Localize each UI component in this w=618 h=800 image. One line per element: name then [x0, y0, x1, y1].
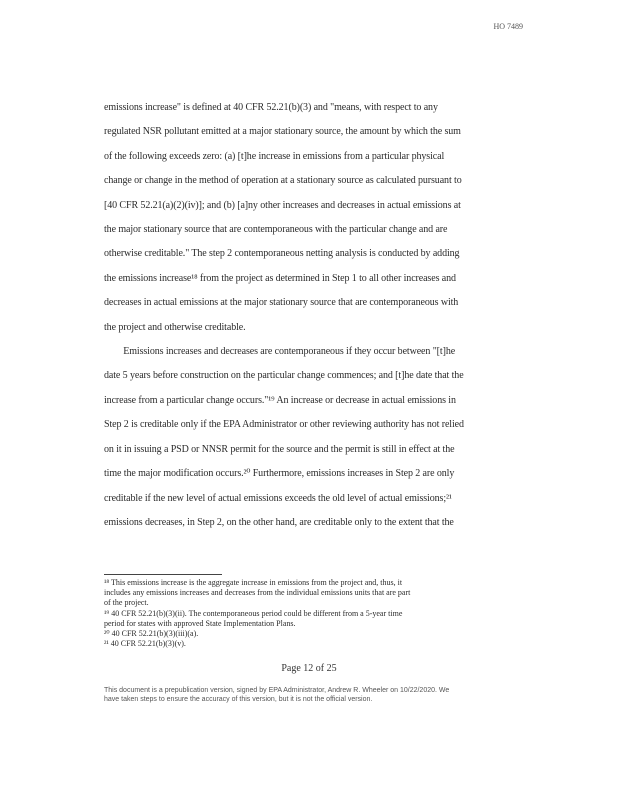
- body-line: time the major modification occurs.²⁰ Furthermore, emissions increases in Step 2 are only: [104, 468, 455, 480]
- footnote-line: ²⁰ 40 CFR 52.21(b)(3)(iii)(a).: [104, 629, 199, 639]
- document-id: HO 7489: [493, 22, 523, 31]
- footnote-line: ¹⁹ 40 CFR 52.21(b)(3)(ii). The contemporaneous period could be different from a 5-year time: [104, 608, 403, 618]
- body-line: the project and otherwise creditable.: [104, 321, 246, 333]
- body-line: [40 CFR 52.21(a)(2)(iv)]; and (b) [a]ny other increases and decreases in actual emissions at: [104, 199, 461, 211]
- body-line: the major stationary source that are contemporaneous with the particular change and are: [104, 224, 448, 236]
- body-line: regulated NSR pollutant emitted at a major stationary source, the amount by which the sum: [104, 126, 461, 138]
- body-line: of the following exceeds zero: (a) [t]he increase in emissions from a particular physical: [104, 150, 445, 162]
- footnote-line: ²¹ 40 CFR 52.21(b)(3)(v).: [104, 639, 186, 649]
- footnotes: [104, 578, 519, 649]
- body-line: otherwise creditable." The step 2 contemporaneous netting analysis is conducted by adding: [104, 248, 460, 260]
- disclaimer-line: have taken steps to ensure the accuracy of this version, but it is not the official version.: [104, 696, 373, 703]
- body-line: emissions decreases, in Step 2, on the other hand, are creditable only to the extent that the: [104, 516, 454, 528]
- body-line: on it in issuing a PSD or NNSR permit for the source and the permit is still in effect at the: [104, 443, 455, 455]
- body-text: [104, 96, 519, 535]
- footnote-line: includes any emissions increases and decreases from the individual emissions units that are part: [104, 588, 411, 598]
- footnote-line: of the project.: [104, 598, 149, 608]
- body-line: the emissions increase¹⁸ from the project as determined in Step 1 to all other increases and: [104, 272, 456, 284]
- disclaimer-line: This document is a prepublication version, signed by EPA Administrator, Andrew R. Wheeler on 10/22/2020. We: [104, 687, 450, 694]
- body-line: increase from a particular change occurs."¹⁹ An increase or decrease in actual emissions in: [104, 394, 456, 406]
- disclaimer: [104, 686, 524, 704]
- footnote-divider: [104, 574, 222, 575]
- page-number: Page 12 of 25: [281, 663, 337, 674]
- body-line: decreases in actual emissions at the major stationary source that are contemporaneous with: [104, 297, 459, 309]
- footnote-line: period for states with approved State Implementation Plans.: [104, 618, 296, 628]
- body-line: Emissions increases and decreases are contemporaneous if they occur between "[t]he: [104, 346, 456, 358]
- body-line: Step 2 is creditable only if the EPA Administrator or other reviewing authority has not relied: [104, 419, 464, 431]
- body-line: date 5 years before construction on the particular change commences; and [t]he date that the: [104, 370, 464, 382]
- body-line: change or change in the method of operation at a stationary source as calculated pursuant to: [104, 175, 462, 187]
- body-line: emissions increase" is defined at 40 CFR 52.21(b)(3) and "means, with respect to any: [104, 102, 438, 113]
- body-line: creditable if the new level of actual emissions exceeds the old level of actual emissions;²¹: [104, 492, 452, 504]
- footnote-line: ¹⁸ This emissions increase is the aggregate increase in emissions from the project and, thus, it: [104, 578, 403, 587]
